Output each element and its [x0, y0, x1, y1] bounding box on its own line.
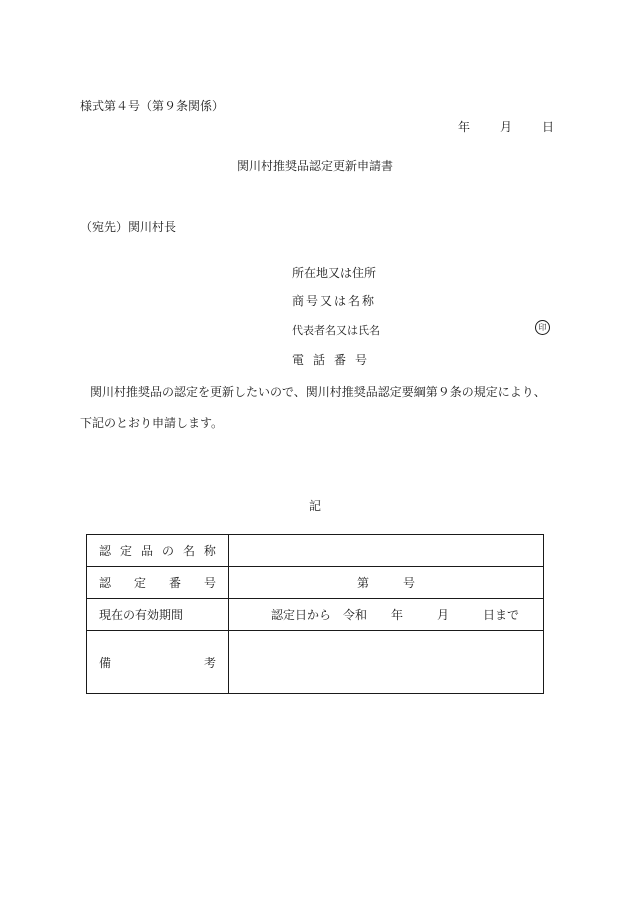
applicant-phone-label: 電話番号	[292, 353, 377, 367]
body-text-line-1: 関川村推奨品の認定を更新したいので、関川村推奨品認定要綱第９条の規定により、	[90, 385, 546, 399]
product-name-value[interactable]	[229, 535, 544, 567]
date-line	[458, 118, 554, 135]
label-char: 定	[133, 576, 146, 590]
period-label: 現在の有効期間	[87, 599, 229, 631]
applicant-trade-name-label: 商号又は名称	[292, 294, 377, 308]
cert-number-label	[87, 567, 229, 599]
document-title: 関川村推奨品認定更新申請書	[236, 159, 393, 173]
form-number: 様式第４号（第９条関係）	[80, 99, 225, 113]
cert-number-go: 号	[403, 576, 416, 590]
label-char: 定	[119, 544, 132, 558]
seal-mark-icon: 印	[535, 320, 550, 335]
label-char: の	[161, 544, 174, 558]
label-char: 認	[99, 576, 112, 590]
cert-number-value[interactable]	[229, 567, 544, 599]
label-char: 品	[140, 544, 153, 558]
cert-number-dai: 第	[356, 576, 369, 590]
period-value[interactable]	[229, 599, 544, 631]
period-prefix: 認定日から 令和	[271, 608, 368, 622]
application-table	[86, 534, 544, 694]
table-row-product-name	[87, 535, 544, 567]
label-char: 号	[203, 576, 216, 590]
label-char: 番	[168, 576, 181, 590]
applicant-representative-label: 代表者名又は氏名	[292, 324, 380, 337]
label-char: 備	[99, 655, 112, 670]
ki-heading: 記	[308, 499, 321, 513]
label-char: 称	[203, 544, 216, 558]
applicant-address-label: 所在地又は住所	[292, 266, 377, 280]
remarks-label	[87, 631, 229, 694]
label-char: 考	[203, 655, 216, 670]
product-name-label	[87, 535, 229, 567]
period-until: 日まで	[483, 608, 520, 622]
period-year: 年	[391, 608, 404, 622]
period-month: 月	[437, 608, 450, 622]
body-text-line-2: 下記のとおり申請します。	[80, 416, 224, 430]
date-year-label: 年	[458, 120, 471, 134]
table-row-cert-number	[87, 567, 544, 599]
date-month-label: 月	[500, 120, 513, 134]
table-row-remarks	[87, 631, 544, 694]
table-row-period	[87, 599, 544, 631]
label-char: 名	[182, 544, 195, 558]
label-char: 認	[99, 544, 112, 558]
addressee: （宛先）関川村長	[80, 220, 177, 234]
date-day-label: 日	[542, 120, 555, 134]
remarks-value[interactable]	[229, 631, 544, 694]
